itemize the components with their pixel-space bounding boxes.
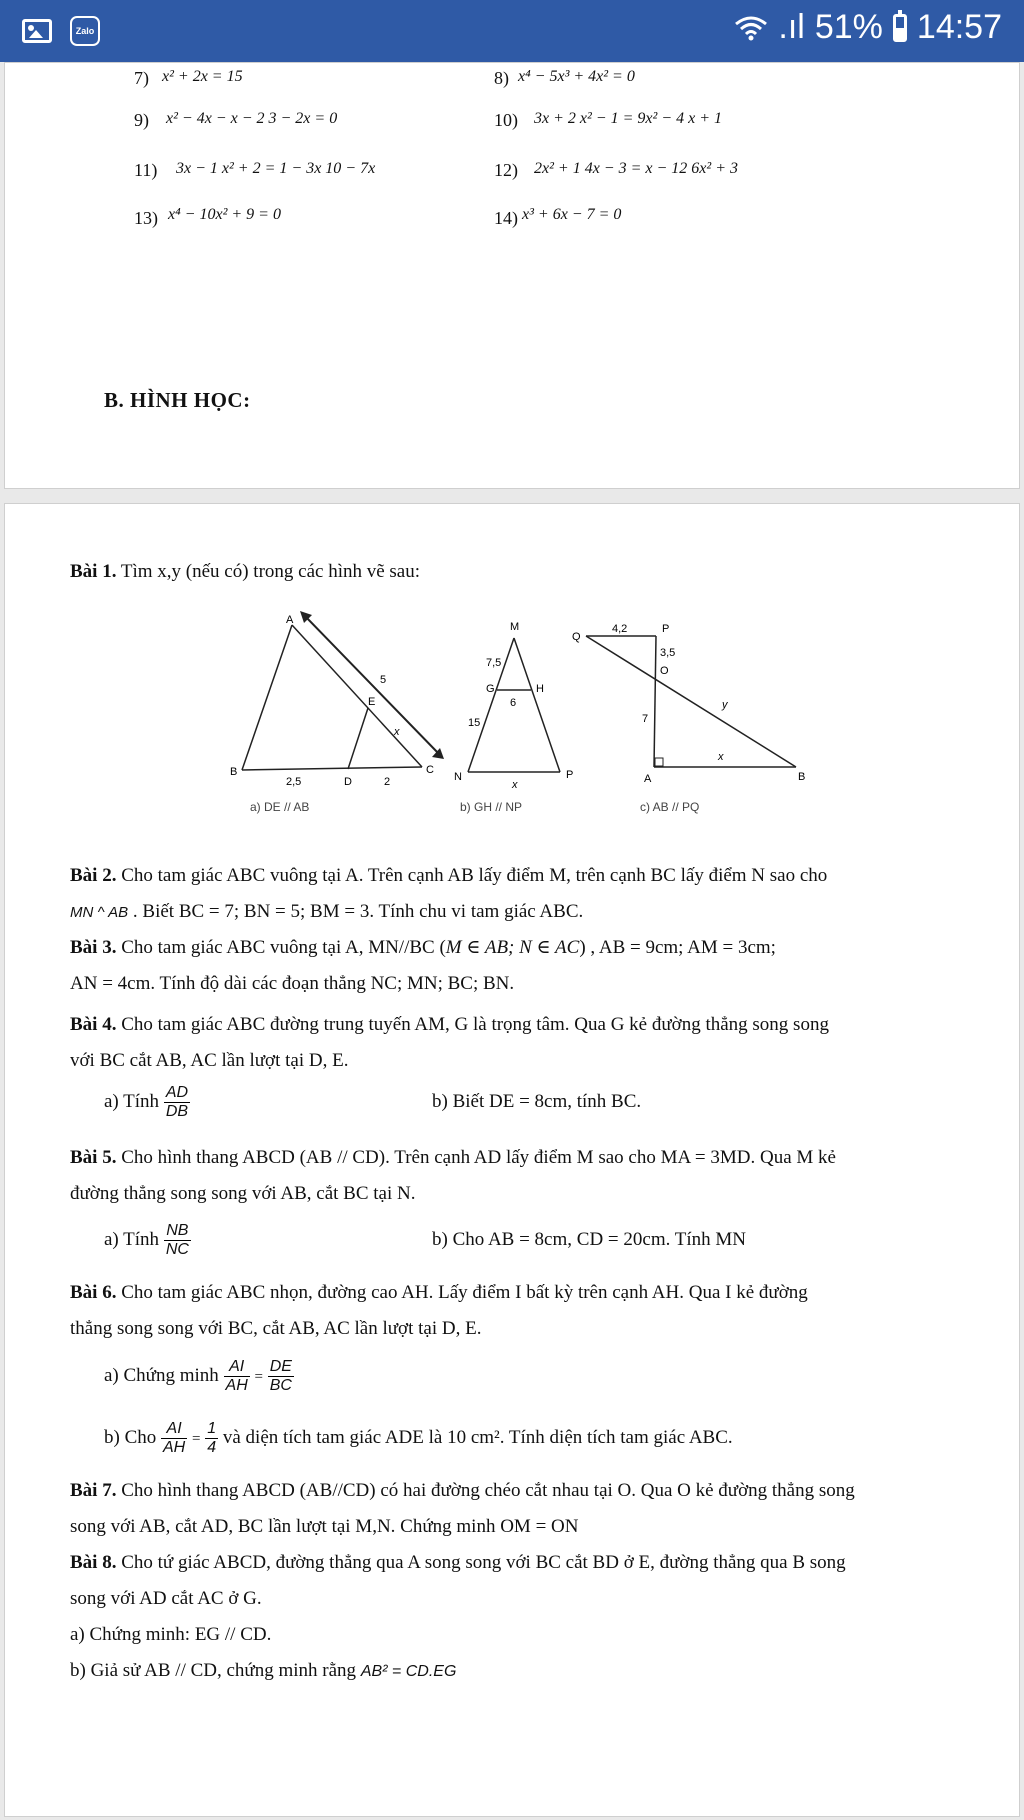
- bai8-b: b) Giả sử AB // CD, chứng minh rằng: [70, 1660, 361, 1681]
- equation: x⁴ − 5x³ + 4x² = 0: [518, 68, 635, 85]
- equation: x² + 2x = 15: [162, 68, 243, 85]
- fraction-nb-nc: $\frac{NB}{NC}$: [165, 1222, 189, 1259]
- bai2-text: [70, 858, 970, 931]
- bai5-b: b) Cho AB = 8cm, CD = 20cm. Tính MN: [432, 1229, 747, 1250]
- bai8-math: AB² = CD.EG: [360, 1663, 457, 1680]
- label-b: B: [798, 771, 806, 783]
- bai7-text: [70, 1473, 970, 1545]
- bai8-label: Bài 8.: [70, 1552, 117, 1573]
- segment-de: [348, 708, 368, 769]
- status-bar: [0, 0, 1024, 62]
- bai4-b: b) Biết DE = 8cm, tính BC.: [432, 1091, 642, 1112]
- bai5-line1: Cho hình thang ABCD (AB // CD). Trên cạnh AD lấy điểm M sao cho MA = 3MD. Qua M kẻ: [116, 1147, 836, 1168]
- label-oa: 7: [642, 713, 649, 725]
- figure-c: [572, 612, 812, 815]
- equation-number: 7): [134, 68, 149, 88]
- caption-b: b) GH // NP: [460, 800, 523, 814]
- label-p: P: [566, 769, 574, 781]
- bai6-line2: thẳng song song với BC, cắt AB, AC lần lượt tại D, E.: [70, 1318, 482, 1339]
- bai2-line1: Cho tam giác ABC vuông tại A. Trên cạnh AB lấy điểm M, trên cạnh BC lấy điểm N sao cho: [116, 865, 828, 886]
- right-angle-mark: [655, 758, 663, 766]
- label-x: x: [394, 726, 400, 738]
- bai1-label: Bài 1.: [70, 561, 117, 582]
- bai3-line1-end: ) , AB = 9cm; AM = 3cm;: [579, 937, 776, 958]
- bai4-a-prefix: a) Tính: [104, 1091, 160, 1112]
- bai4-text: [70, 1007, 970, 1079]
- label-m: M: [510, 621, 520, 633]
- bai6-b-prefix: b) Cho: [104, 1427, 157, 1448]
- side-ac: [292, 625, 422, 767]
- label-bd: 2,5: [286, 776, 302, 788]
- bai3-line2: AN = 4cm. Tính độ dài các đoạn thẳng NC; MN; BC; BN.: [70, 973, 515, 994]
- bai5-parts: [104, 1222, 1004, 1259]
- bai8-line1: Cho tứ giác ABCD, đường thẳng qua A song song với BC cắt BD ở E, đường thẳng qua B song: [116, 1552, 846, 1573]
- equation: x³ + 6x − 7 = 0: [522, 206, 622, 223]
- section-title: B. HÌNH HỌC:: [104, 388, 251, 412]
- bai5-line2: đường thẳng song song với AB, cắt BC tại N.: [70, 1183, 416, 1204]
- bai6-b-text: và diện tích tam giác ADE là 10 cm². Tính diện tích tam giác ABC.: [222, 1427, 733, 1448]
- label-mg: 7,5: [486, 657, 502, 669]
- bai6-part-b: [104, 1420, 1004, 1457]
- figure-a: [230, 605, 450, 815]
- bai8-a: a) Chứng minh: EG // CD.: [70, 1624, 272, 1645]
- label-y: y: [722, 699, 728, 711]
- label-dc: 2: [384, 776, 391, 788]
- signal-icon: .ıl: [778, 8, 805, 46]
- label-x: x: [718, 751, 724, 763]
- side-bc: [242, 767, 422, 770]
- fraction-ai-ah: $\frac{AI}{AH}$: [225, 1358, 248, 1395]
- bai2-label: Bài 2.: [70, 865, 117, 886]
- label-x: x: [512, 779, 518, 791]
- bai3-line1: Cho tam giác ABC vuông tại A, MN//BC (: [116, 937, 446, 958]
- clock: 14:57: [916, 8, 1002, 46]
- bai6-a-prefix: a) Chứng minh: [104, 1365, 219, 1386]
- side-mp: [514, 638, 560, 772]
- equation: x⁴ − 10x² + 9 = 0: [168, 206, 281, 223]
- bai1-body: Tìm x,y (nếu có) trong các hình vẽ sau:: [116, 561, 421, 582]
- label-gn: 15: [468, 717, 481, 729]
- label-h: H: [536, 683, 544, 695]
- label-b: B: [230, 766, 238, 778]
- equation-number: 10): [494, 110, 518, 130]
- label-d: D: [344, 776, 352, 788]
- bai5-text: [70, 1140, 970, 1212]
- segment-pa: [654, 636, 656, 767]
- equation: x² − 4x − x − 2 3 − 2x = 0: [166, 110, 338, 127]
- gallery-icon: [22, 19, 52, 43]
- battery-percent: 51%: [814, 8, 883, 46]
- bai4-label: Bài 4.: [70, 1014, 117, 1035]
- label-po: 3,5: [660, 647, 676, 659]
- equation: 2x² + 1 4x − 3 = x − 12 6x² + 3: [534, 160, 738, 177]
- dimension-arrow: [304, 615, 440, 755]
- fraction-ad-db: $\frac{AD}{DB}$: [165, 1084, 189, 1121]
- label-q: Q: [572, 631, 581, 643]
- bai6-line1: Cho tam giác ABC nhọn, đường cao AH. Lấy điểm I bất kỳ trên cạnh AH. Qua I kẻ đường: [116, 1282, 808, 1303]
- equation-number: 11): [134, 160, 158, 180]
- bai8-text: [70, 1545, 970, 1690]
- bai8-line2: song với AD cắt AC ở G.: [70, 1588, 262, 1609]
- label-n: N: [454, 771, 462, 783]
- equals-sign: =: [191, 1431, 201, 1447]
- bai6-label: Bài 6.: [70, 1282, 117, 1303]
- label-a: A: [286, 614, 294, 626]
- label-gh: 6: [510, 697, 517, 709]
- fraction-one-fourth: $\frac{1}{4}$: [207, 1420, 217, 1457]
- equals-sign: =: [254, 1369, 263, 1385]
- equation: 3x + 2 x² − 1 = 9x² − 4 x + 1: [534, 110, 722, 127]
- bai2-line2: . Biết BC = 7; BN = 5; BM = 3. Tính chu vi tam giác ABC.: [128, 901, 584, 922]
- battery-icon: [893, 14, 907, 42]
- bai6-part-a: [104, 1358, 1004, 1395]
- label-a: A: [644, 773, 652, 785]
- equation-number: 9): [134, 110, 149, 130]
- bai4-line1: Cho tam giác ABC đường trung tuyến AM, G là trọng tâm. Qua G kẻ đường thẳng song song: [116, 1014, 829, 1035]
- bai3-math: M ∈ AB; N ∈ AC: [445, 937, 580, 958]
- segment-qb: [586, 636, 796, 767]
- bai6-text: [70, 1275, 970, 1347]
- bai5-label: Bài 5.: [70, 1147, 117, 1168]
- equation: 3x − 1 x² + 2 = 1 − 3x 10 − 7x: [176, 160, 376, 177]
- label-e: E: [368, 696, 376, 708]
- bai1-text: [70, 554, 970, 590]
- label-g: G: [486, 683, 495, 695]
- bai3-text: [70, 930, 970, 1002]
- bai7-label: Bài 7.: [70, 1480, 117, 1501]
- zalo-icon: Zalo: [70, 16, 100, 46]
- fraction-de-bc: $\frac{DE}{BC}$: [269, 1358, 292, 1395]
- bai7-line2: song với AB, cắt AD, BC lần lượt tại M,N. Chứng minh OM = ON: [70, 1516, 579, 1537]
- fraction-ai-ah: $\frac{AI}{AH}$: [163, 1420, 186, 1457]
- equation-number: 14): [494, 208, 518, 228]
- label-qp: 4,2: [612, 623, 628, 635]
- equation-number: 13): [134, 208, 158, 228]
- caption-c: c) AB // PQ: [640, 800, 700, 814]
- equation-number: 8): [494, 68, 509, 88]
- equation-number: 12): [494, 160, 518, 180]
- label-c: C: [426, 764, 434, 776]
- bai5-a-prefix: a) Tính: [104, 1229, 160, 1250]
- side-ab: [242, 625, 292, 770]
- label-p: P: [662, 623, 670, 635]
- label-length-5: 5: [380, 674, 387, 686]
- wifi-icon: [734, 14, 768, 42]
- bai2-math: MN ^ AB: [70, 904, 129, 921]
- bai7-line1: Cho hình thang ABCD (AB//CD) có hai đường chéo cắt nhau tại O. Qua O kẻ đường thẳng song: [116, 1480, 855, 1501]
- bai4-line2: với BC cắt AB, AC lần lượt tại D, E.: [70, 1050, 349, 1071]
- bai3-label: Bài 3.: [70, 937, 117, 958]
- bai4-parts: [104, 1084, 1004, 1121]
- caption-a: a) DE // AB: [250, 800, 310, 814]
- label-o: O: [660, 665, 669, 677]
